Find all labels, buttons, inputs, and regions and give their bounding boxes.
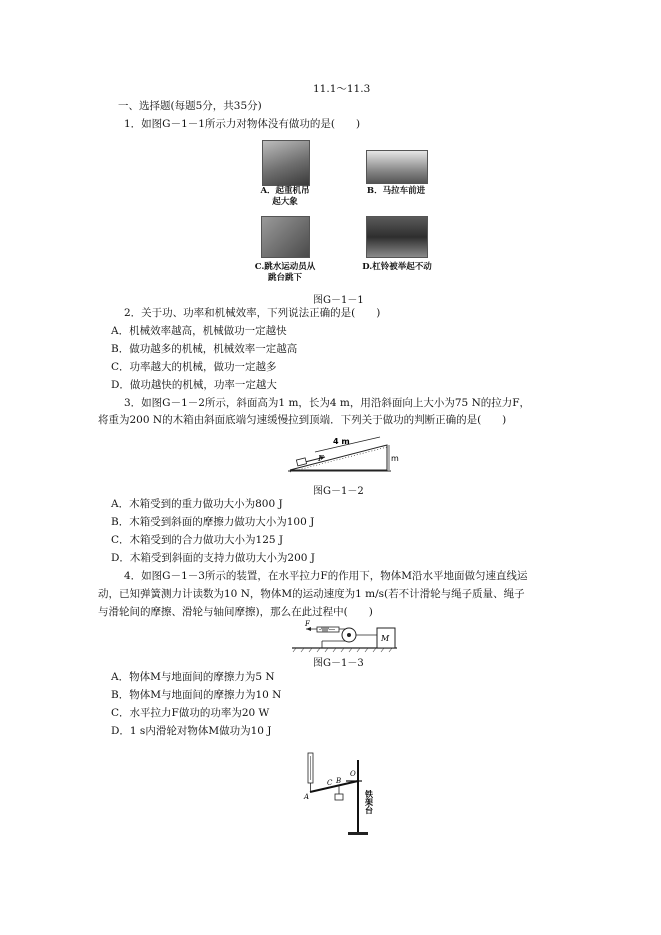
image-b-caption: B．马拉车前进 bbox=[366, 186, 426, 196]
pulley-block-label: M bbox=[381, 634, 390, 643]
lever-label-b: B bbox=[336, 777, 342, 785]
figure-1-caption: 图G－1－1 bbox=[313, 295, 364, 306]
lever-label-a: A bbox=[304, 793, 310, 801]
diver-photo bbox=[261, 216, 310, 258]
q3-option-c: C．木箱受到的合力做功大小为125 J bbox=[111, 534, 284, 546]
q2-option-d: D．做功越快的机械，功率一定越大 bbox=[111, 379, 277, 391]
incline-length-label: 4 m bbox=[333, 437, 350, 446]
question-2-stem: 2．关于功、功率和机械效率，下列说法正确的是( ) bbox=[124, 307, 381, 319]
image-c-caption bbox=[246, 262, 324, 284]
q4-option-b: B．物体M与地面间的摩擦力为10 N bbox=[111, 689, 282, 701]
question-3-stem-line1: 3．如图G－1－2所示，斜面高为1 m，长为4 m，用沿斜面向上大小为75 N的拉力F， bbox=[124, 397, 531, 409]
page-title: 11.1～11.3 bbox=[313, 83, 371, 95]
crane-elephant-photo bbox=[262, 140, 310, 186]
section-heading: 一、选择题(每题5分，共35分) bbox=[118, 100, 262, 112]
figure-2-caption: 图G－1－2 bbox=[313, 486, 364, 497]
lever-stand-diagram bbox=[296, 752, 386, 840]
q4-option-d: D．1 s内滑轮对物体M做功为10 J bbox=[111, 725, 272, 737]
image-a-caption bbox=[250, 186, 320, 208]
stand-label: 铁架台 bbox=[364, 790, 374, 814]
figure-3-caption: 图G－1－3 bbox=[313, 658, 364, 669]
weightlifter-photo bbox=[366, 216, 428, 258]
image-d-caption: D.杠铃被举起不动 bbox=[362, 262, 432, 272]
incline-height-label: m bbox=[391, 454, 399, 463]
image-c-caption-line2: 跳台跳下 bbox=[267, 273, 302, 283]
q3-option-b: B．木箱受到斜面的摩擦力做功大小为100 J bbox=[111, 516, 315, 528]
q3-option-d: D．木箱受到斜面的支持力做功大小为200 J bbox=[111, 552, 316, 564]
image-a-caption-line1: A．起重机吊 bbox=[260, 186, 310, 196]
question-4-stem-line3: 与滑轮间的摩擦、滑轮与轴间摩擦)，那么在此过程中( ) bbox=[98, 606, 373, 618]
q2-option-a: A．机械效率越高，机械做功一定越快 bbox=[111, 325, 287, 337]
image-a-caption-line2: 起大象 bbox=[272, 197, 298, 207]
incline-force-label: F bbox=[318, 454, 324, 463]
q4-option-a: A．物体M与地面间的摩擦力为5 N bbox=[111, 671, 275, 683]
question-1-stem: 1．如图G－1－1所示力对物体没有做功的是( ) bbox=[124, 118, 361, 130]
pulley-force-label: F bbox=[305, 620, 310, 628]
lever-label-c: C bbox=[327, 779, 333, 787]
incline-diagram bbox=[285, 437, 405, 480]
pulley-diagram bbox=[292, 619, 402, 653]
q4-option-c: C．水平拉力F做功的功率为20 W bbox=[111, 707, 270, 719]
question-3-stem-line2: 将重为200 N的木箱由斜面底端匀速缓慢拉到顶端．下列关于做功的判断正确的是( ) bbox=[98, 414, 507, 426]
q2-option-c: C．功率越大的机械，做功一定越多 bbox=[111, 361, 277, 373]
q3-option-a: A．木箱受到的重力做功大小为800 J bbox=[111, 498, 283, 510]
image-c-caption-line1: C.跳水运动员从 bbox=[254, 262, 316, 272]
question-4-stem-line2: 动，已知弹簧测力计读数为10 N，物体M的运动速度为1 m/s(若不计滑轮与绳子质量、绳子 bbox=[98, 588, 525, 600]
q2-option-b: B．做功越多的机械，机械效率一定越高 bbox=[111, 343, 298, 355]
lever-label-o: O bbox=[350, 770, 356, 778]
horse-cart-photo bbox=[366, 150, 428, 184]
question-4-stem-line1: 4．如图G－1－3所示的装置，在水平拉力F的作用下，物体M沿水平地面做匀速直线运 bbox=[124, 570, 528, 582]
